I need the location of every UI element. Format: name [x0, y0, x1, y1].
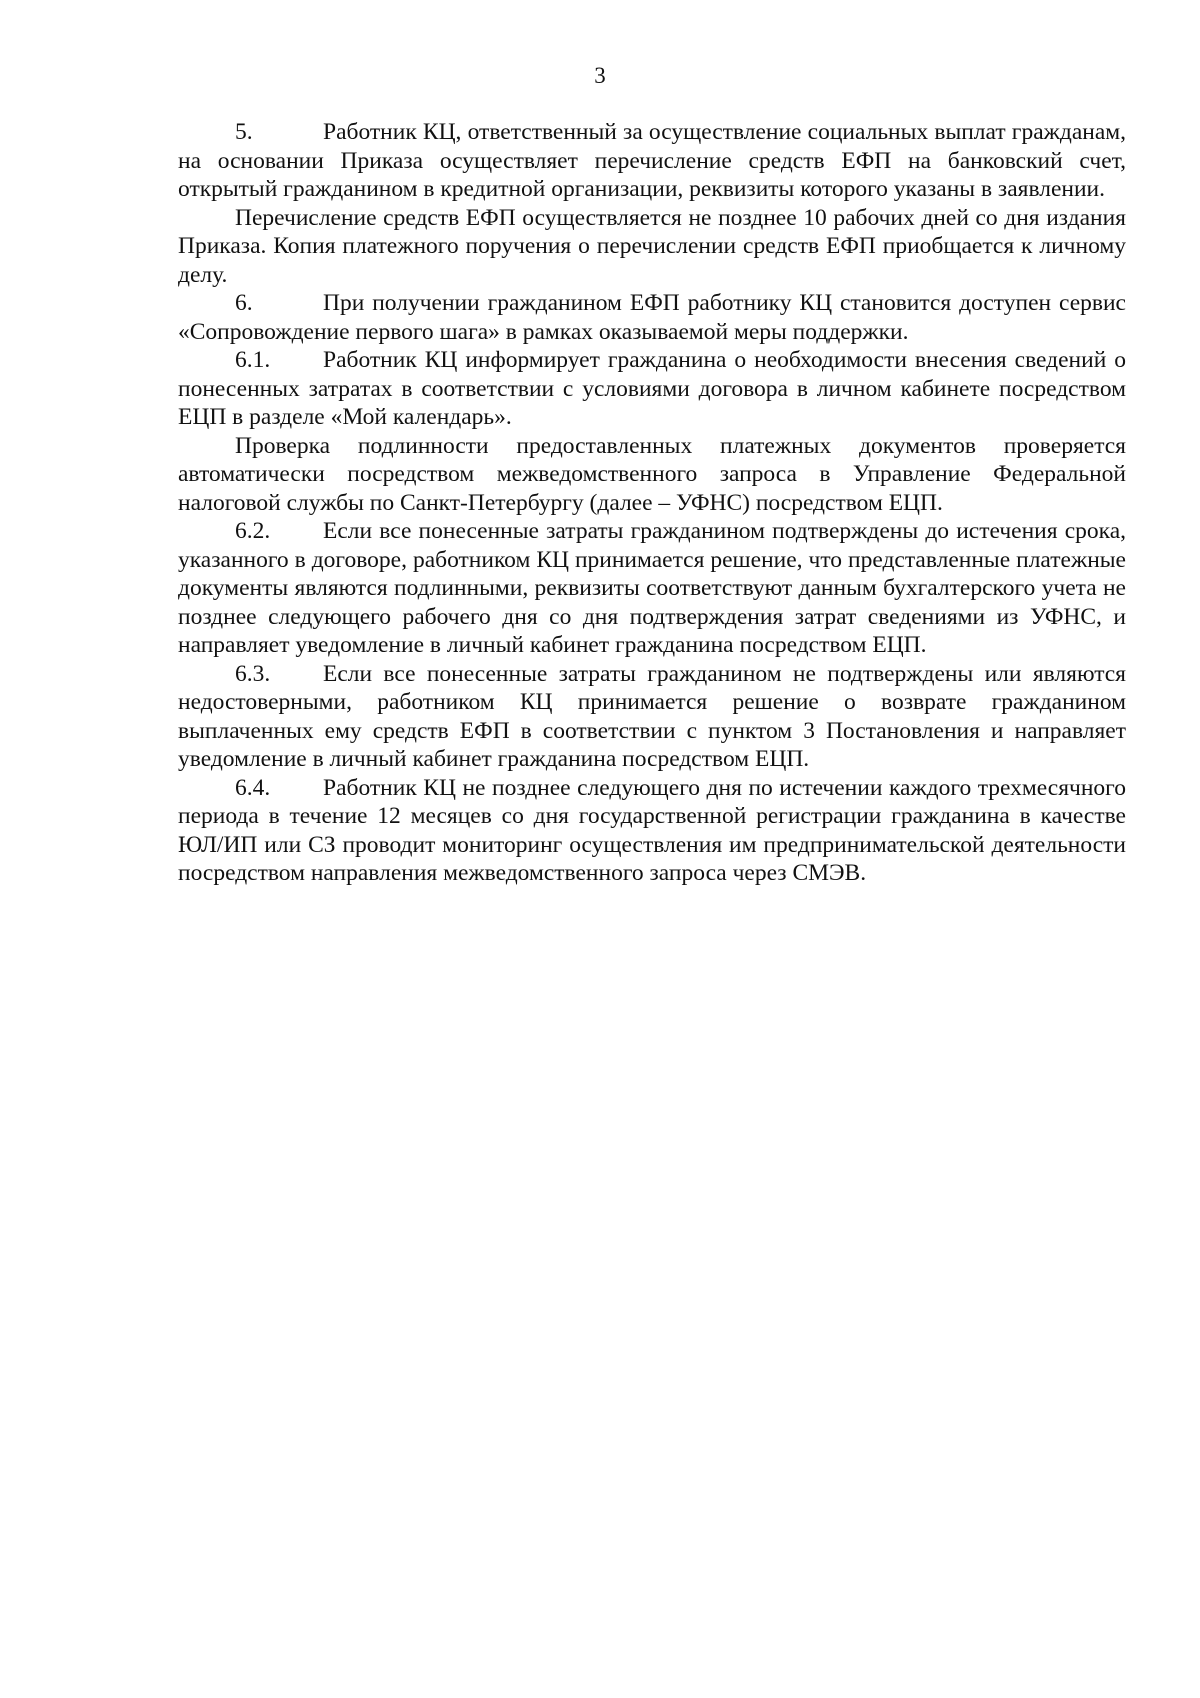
page-number: 3: [594, 63, 606, 88]
paragraph-number: 6.4.: [235, 774, 271, 801]
paragraph-6-2: [178, 517, 1126, 660]
paragraph-text: Если все понесенные затраты гражданином не подтверждены или являются недостоверными, работником КЦ принимается решение о возврате гражданином выплаченных ему средств ЕФП в соответствии с пунктом 3 Постановления и направляет уведомление в личный кабинет гражданина посредством ЕЦП.: [178, 660, 1126, 772]
paragraph-text: При получении гражданином ЕФП работнику КЦ становится доступен сервис «Сопровождение первого шага» в рамках оказываемой меры поддержки.: [178, 290, 1126, 345]
paragraph-text: Работник КЦ информирует гражданина о необходимости внесения сведений о понесенных затратах в соответствии с условиями договора в личном кабинете посредством ЕЦП в разделе «Мой календарь».: [178, 347, 1126, 430]
paragraph-number: 6.2.: [235, 518, 271, 544]
document-body: [178, 118, 1126, 888]
paragraph-number: 6.3.: [235, 660, 271, 687]
paragraph-number: 6.: [235, 290, 253, 316]
paragraph-text: Проверка подлинности предоставленных платежных документов проверяется автоматически посредством межведомственного запроса в Управление Федеральной налоговой службы по Санкт-Петербургу (далее – УФНС) посредством ЕЦП.: [178, 432, 1126, 516]
paragraph-text: Работник КЦ, ответственный за осуществление социальных выплат гражданам, на основании Приказа осуществляет перечисление средств ЕФП на банковский счет, открытый гражданином в кредитной организации, реквизиты которого указаны в заявлении.: [178, 119, 1126, 202]
paragraph-6-4: [178, 774, 1126, 888]
paragraph-6-1: [178, 346, 1126, 432]
paragraph-6-1-continued: [178, 432, 1126, 518]
paragraph-text: Перечисление средств ЕФП осуществляется не позднее 10 рабочих дней со дня издания Приказа. Копия платежного поручения о перечислении средств ЕФП приобщается к личному делу.: [178, 204, 1126, 288]
paragraph-5-continued: [178, 204, 1126, 290]
paragraph-text: Работник КЦ не позднее следующего дня по истечении каждого трехмесячного периода в течение 12 месяцев со дня государственной регистрации гражданина в качестве ЮЛ/ИП или СЗ проводит мониторинг осуществления им предпринимательской деятельности посредством направления межведомственного запроса через СМЭВ.: [178, 774, 1126, 886]
paragraph-6: [178, 289, 1126, 346]
paragraph-number: 6.1.: [235, 347, 271, 373]
paragraph-text: Если все понесенные затраты гражданином подтверждены до истечения срока, указанного в договоре, работником КЦ принимается решение, что представленные платежные документы являются подлинными, реквизиты соответствуют данным бухгалтерского учета не позднее следующего рабочего дня со дня подтверждения затрат сведениями из УФНС, и направляет уведомление в личный кабинет гражданина посредством ЕЦП.: [178, 518, 1126, 658]
paragraph-number: 5.: [235, 119, 253, 145]
paragraph-6-3: [178, 660, 1126, 774]
paragraph-5: [178, 118, 1126, 204]
